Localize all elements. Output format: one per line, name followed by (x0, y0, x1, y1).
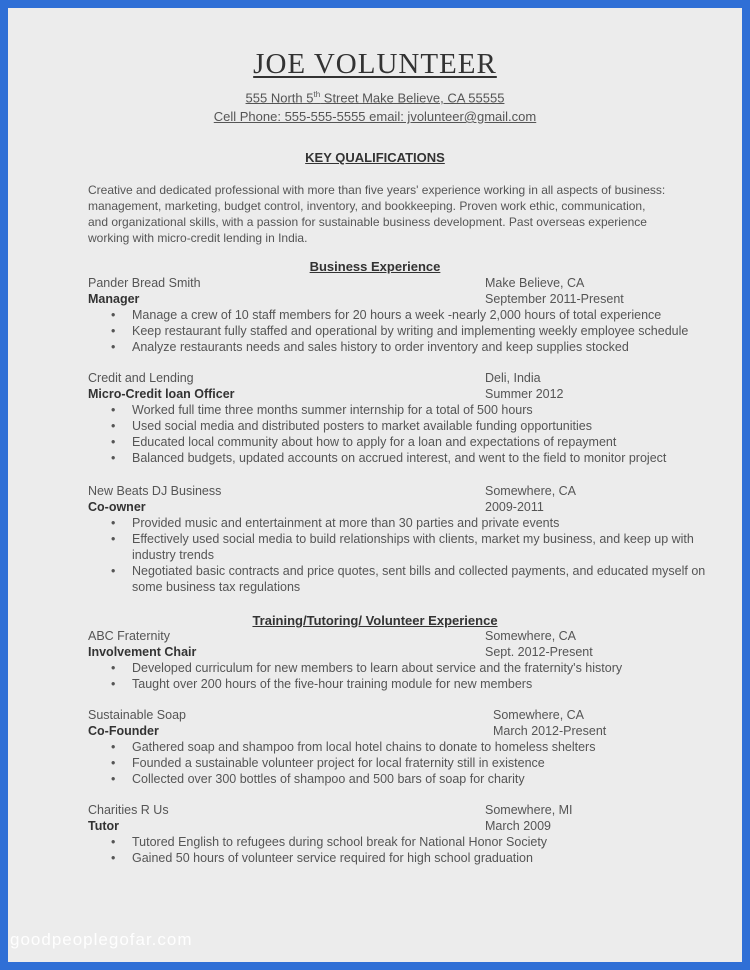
organization-name: Sustainable Soap (88, 708, 186, 722)
bullet-marker: • (111, 451, 116, 465)
bullet-text: industry trends (132, 548, 214, 562)
job-location: Somewhere, CA (485, 629, 577, 643)
bullet-marker: • (111, 516, 116, 530)
bullet-marker: • (111, 532, 116, 546)
bullet-marker: • (111, 772, 116, 786)
job-title: Co-Founder (88, 724, 159, 738)
key-qualifications-heading: KEY QUALIFICATIONS (305, 150, 445, 165)
job-title: Co-owner (88, 500, 146, 514)
bullet-marker: • (111, 756, 116, 770)
job-dates: March 2012-Present (493, 724, 607, 738)
bullet-marker: • (111, 740, 116, 754)
bullet-marker: • (111, 661, 116, 675)
job-location: Somewhere, CA (485, 484, 577, 498)
bullet-text: Provided music and entertainment at more than 30 parties and private events (132, 516, 560, 530)
resume-name: JOE VOLUNTEER (253, 48, 497, 80)
resume-page (8, 8, 742, 962)
bullet-marker: • (111, 403, 116, 417)
bullet-text: Balanced budgets, updated accounts on accrued interest, and went to the field to monitor project (132, 451, 667, 465)
bullet-text: Gained 50 hours of volunteer service required for high school graduation (132, 851, 533, 865)
bullet-text: Negotiated basic contracts and price quotes, sent bills and collected payments, and educated myself on (132, 564, 706, 578)
address-start: 555 North 5 (245, 90, 314, 106)
bullet-text: Taught over 200 hours of the five-hour training module for new members (132, 677, 533, 691)
bullet-text: Analyze restaurants needs and sales history to order inventory and keep supplies stocked (132, 340, 629, 354)
bullet-text: Effectively used social media to build relationships with clients, market my business, and keep up with (132, 532, 694, 546)
bullet-text: some business tax regulations (132, 580, 301, 594)
address-line (8, 90, 742, 105)
bullet-text: Manage a crew of 10 staff members for 20 hours a week -nearly 2,000 hours of total experience (132, 308, 662, 322)
organization-name: Credit and Lending (88, 371, 194, 385)
job-dates: 2009-2011 (485, 500, 544, 514)
bullet-marker: • (111, 324, 116, 338)
bullet-text: Founded a sustainable volunteer project for local fraternity still in existence (132, 756, 545, 770)
job-dates: Sept. 2012-Present (485, 645, 593, 659)
training-experience-heading: Training/Tutoring/ Volunteer Experience (252, 613, 498, 628)
job-title: Manager (88, 292, 140, 306)
bullet-marker: • (111, 308, 116, 322)
qualifications-summary: Creative and dedicated professional with more than five years' experience working in all aspects of business: management, marketing, budget control, inventory, and bookkeeping. Proven work ethic, communication, and organizational skills, with a passion for sustainable business development. Past overseas experience working with micro-credit lending in India. (88, 183, 666, 245)
business-experience-heading: Business Experience (309, 259, 441, 274)
bullet-marker: • (111, 564, 116, 578)
bullet-marker: • (111, 340, 116, 354)
job-title: Micro-Credit loan Officer (88, 387, 235, 401)
bullet-text: Worked full time three months summer internship for a total of 500 hours (132, 403, 533, 417)
organization-name: Charities R Us (88, 803, 169, 817)
watermark: goodpeoplegofar.com (10, 930, 193, 949)
bullet-text: Keep restaurant fully staffed and operational by writing and implementing weekly employee schedule (132, 324, 689, 338)
bullet-marker: • (111, 677, 116, 691)
bullet-marker: • (111, 435, 116, 449)
phone-email-line: Cell Phone: 555-555-5555 email: jvolunteer@gmail.com (213, 109, 537, 124)
bullet-text: Tutored English to refugees during school break for National Honor Society (132, 835, 548, 849)
organization-name: ABC Fraternity (88, 629, 170, 643)
address-end: Street Make Believe, CA 55555 (320, 90, 505, 106)
job-dates: March 2009 (485, 819, 552, 833)
job-location: Somewhere, CA (493, 708, 585, 722)
job-title: Involvement Chair (88, 645, 197, 659)
bullet-text: Developed curriculum for new members to learn about service and the fraternity's history (132, 661, 623, 675)
organization-name: Pander Bread Smith (88, 276, 201, 290)
job-dates: September 2011-Present (485, 292, 624, 306)
bullet-marker: • (111, 851, 116, 865)
bullet-marker: • (111, 419, 116, 433)
job-location: Make Believe, CA (485, 276, 585, 290)
job-dates: Summer 2012 (485, 387, 564, 401)
job-location: Deli, India (485, 371, 541, 385)
bullet-text: Collected over 300 bottles of shampoo and 500 bars of soap for charity (132, 772, 525, 786)
organization-name: New Beats DJ Business (88, 484, 222, 498)
bullet-marker: • (111, 835, 116, 849)
bullet-text: Used social media and distributed posters to market available funding opportunities (132, 419, 592, 433)
job-location: Somewhere, MI (485, 803, 573, 817)
bullet-text: Gathered soap and shampoo from local hotel chains to donate to homeless shelters (132, 740, 596, 754)
bullet-text: Educated local community about how to apply for a loan and expectations of repayment (132, 435, 617, 449)
job-title: Tutor (88, 819, 120, 833)
address-superscript: th (313, 90, 321, 99)
